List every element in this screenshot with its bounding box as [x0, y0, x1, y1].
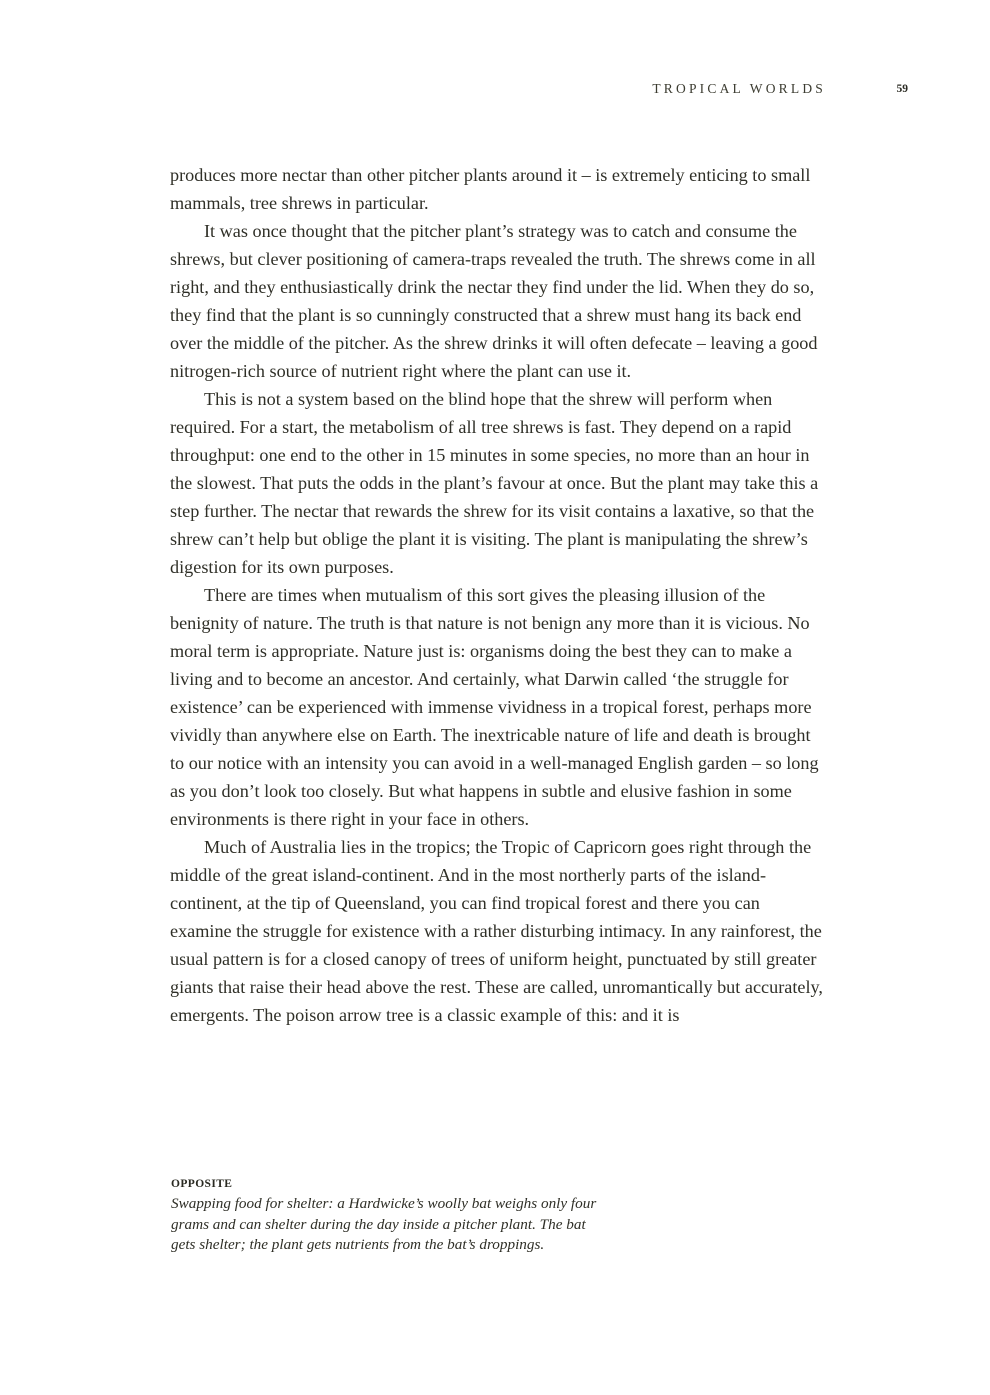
body-text — [170, 161, 825, 1029]
running-head-title: TROPICAL WORLDS — [652, 81, 826, 96]
caption-text — [171, 1194, 651, 1256]
page-number: 59 — [896, 83, 908, 95]
paragraph-1: produces more nectar than other pitcher plants around it – is extremely enticing to small mammals, tree shrews in particular. — [170, 165, 811, 213]
paragraph-3: This is not a system based on the blind hope that the shrew will perform when required. For a start, the metabolism of all tree shrews is fast. They depend on a rapid throughput: one end to the other in 15 minutes in some species, no more than an hour in the slowest. That puts the odds in the plant’s favour at once. But the plant may take this a step further. The nectar that rewards the shrew for its visit contains a laxative, so that the shrew can’t help but oblige the plant it is visiting. The plant is manipulating the shrew’s digestion for its own purposes. — [170, 389, 819, 577]
caption-line: gets shelter; the plant gets nutrients from the bat’s droppings. — [171, 1236, 545, 1253]
paragraph-2: It was once thought that the pitcher plant’s strategy was to catch and consume the shrews, but clever positioning of camera-traps revealed the truth. The shrews come in all right, and they enthusiastically drink the nectar they find under the lid. When they do so, they find that the plant is so cunningly constructed that a shrew must hang its back end over the middle of the pitcher. As the shrew drinks it will often defecate – leaving a good nitrogen-rich source of nutrient right where the plant can use it. — [170, 221, 818, 381]
caption-line: grams and can shelter during the day inside a pitcher plant. The bat — [171, 1215, 586, 1233]
figure-caption — [171, 1176, 651, 1256]
paragraph-4: There are times when mutualism of this sort gives the pleasing illusion of the benignity of nature. The truth is that nature is not benign any more than it is vicious. No moral term is appropriate. Nature just is: organisms doing the best they can to make a living and to become an ancestor. And certainly, what Darwin called ‘the struggle for existence’ can be experienced with immense vividness in a tropical forest, perhaps more vividly than anywhere else on Earth. The inextricable nature of life and death is brought to our notice with an intensity you can avoid in a well-managed English garden – so long as you don’t look too closely. But what happens in subtle and elusive fashion in some environments is there right in your face in others. — [170, 585, 819, 829]
caption-label: OPPOSITE — [171, 1178, 233, 1190]
caption-line: Swapping food for shelter: a Hardwicke’s woolly bat weighs only four — [171, 1195, 597, 1212]
paragraph-5: Much of Australia lies in the tropics; the Tropic of Capricorn goes right through the middle of the great island-continent. And in the most northerly parts of the island-continent, at the tip of Queensland, you can find tropical forest and there you can examine the struggle for existence with a rather disturbing intimacy. In any rainforest, the usual pattern is for a closed canopy of trees of uniform height, punctuated by still greater giants that raise their head above the rest. These are called, unromantically but accurately, emergents. The poison arrow tree is a classic example of this: and it is — [170, 837, 823, 1025]
